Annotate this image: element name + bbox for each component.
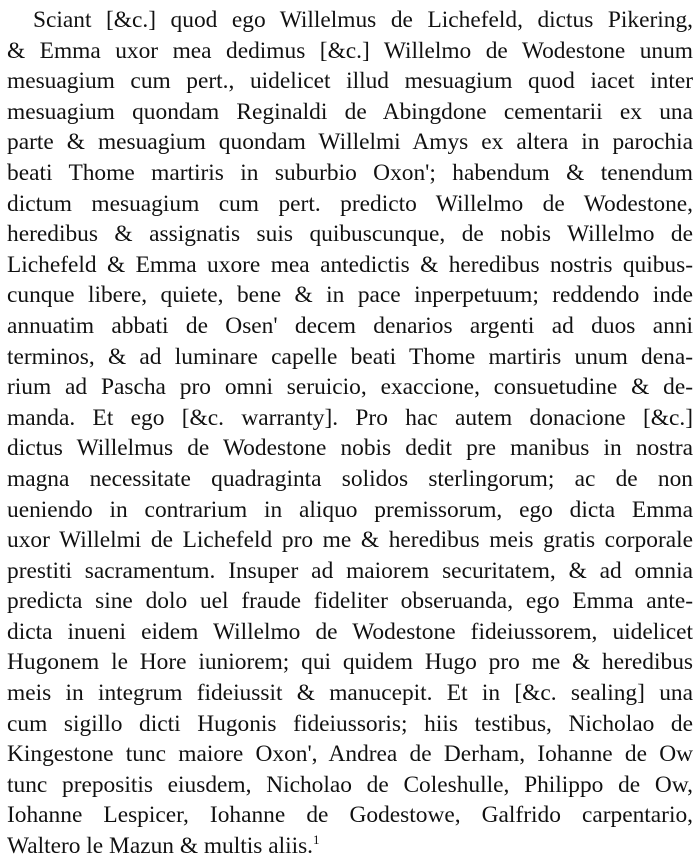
text-line: predicta sine dolo uel fraude fideliter obseruanda, ego Emma ante-	[7, 588, 693, 615]
text-line: mesuagium quondam Reginaldi de Abingdone cementarii ex una	[7, 98, 693, 125]
text-line: dictus Willelmus de Wodestone nobis dedit pre manibus in nostra	[7, 435, 693, 462]
text-line: Sciant [&c.] quod ego Willelmus de Lichefeld, dictus Pikering,	[33, 7, 693, 33]
text-line: dictum mesuagium cum pert. predicto Willelmo de Wodestone,	[7, 190, 693, 217]
text-line: annuatim abbati de Osen' decem denarios argenti ad duos anni	[7, 312, 693, 339]
charter-paragraph	[7, 5, 693, 862]
text-line: tunc prepositis eiusdem, Nicholao de Coleshulle, Philippo de Ow,	[7, 771, 693, 798]
text-line: beati Thome martiris in suburbio Oxon'; habendum & tenendum	[7, 159, 693, 186]
text-line: dicta inueni eidem Willelmo de Wodestone fideiussorem, uidelicet	[7, 618, 693, 645]
text-line: rium ad Pascha pro omni seruicio, exaccione, consuetudine & de-	[7, 374, 693, 401]
text-line: manda. Et ego [&c. warranty]. Pro hac autem donacione [&c.]	[7, 404, 693, 431]
text-line: magna necessitate quadraginta solidos sterlingorum; ac de non	[7, 465, 693, 492]
text-line: meis in integrum fideiussit & manucepit. Et in [&c. sealing] una	[7, 680, 693, 707]
text-line: heredibus & assignatis suis quibuscunque, de nobis Willelmo de	[7, 221, 693, 248]
text-line: cum sigillo dicti Hugonis fideiussoris; hiis testibus, Nicholao de	[7, 710, 693, 737]
text-line: Lichefeld & Emma uxore mea antedictis & heredibus nostris quibus-	[7, 251, 693, 278]
text-line: parte & mesuagium quondam Willelmi Amys ex altera in parochia	[7, 129, 693, 156]
text-line: cunque libere, quiete, bene & in pace inperpetuum; reddendo inde	[7, 282, 693, 309]
text-line: Kingestone tunc maiore Oxon', Andrea de Derham, Iohanne de Ow	[7, 741, 693, 768]
text-line: terminos, & ad luminare capelle beati Thome martiris unum dena-	[7, 343, 693, 370]
text-line: uxor Willelmi de Lichefeld pro me & heredibus meis gratis corporale	[7, 527, 693, 554]
text-line: Hugonem le Hore iuniorem; qui quidem Hugo pro me & heredibus	[7, 649, 693, 676]
text-line: ueniendo in contrarium in aliquo premissorum, ego dicta Emma	[7, 496, 693, 523]
text-line: mesuagium cum pert., uidelicet illud mesuagium quod iacet inter	[7, 68, 693, 95]
text-line: prestiti sacramentum. Insuper ad maiorem securitatem, & ad omnia	[7, 557, 693, 584]
footnote-marker: 1	[313, 832, 320, 848]
text-line: Iohanne Lespicer, Iohanne de Godestowe, Galfrido carpentario,	[7, 802, 693, 829]
text-line: & Emma uxor mea dedimus [&c.] Willelmo de Wodestone unum	[7, 37, 693, 64]
text-line-last	[7, 831, 693, 862]
final-line-text: Waltero le Mazun & multis aliis.	[7, 833, 314, 860]
